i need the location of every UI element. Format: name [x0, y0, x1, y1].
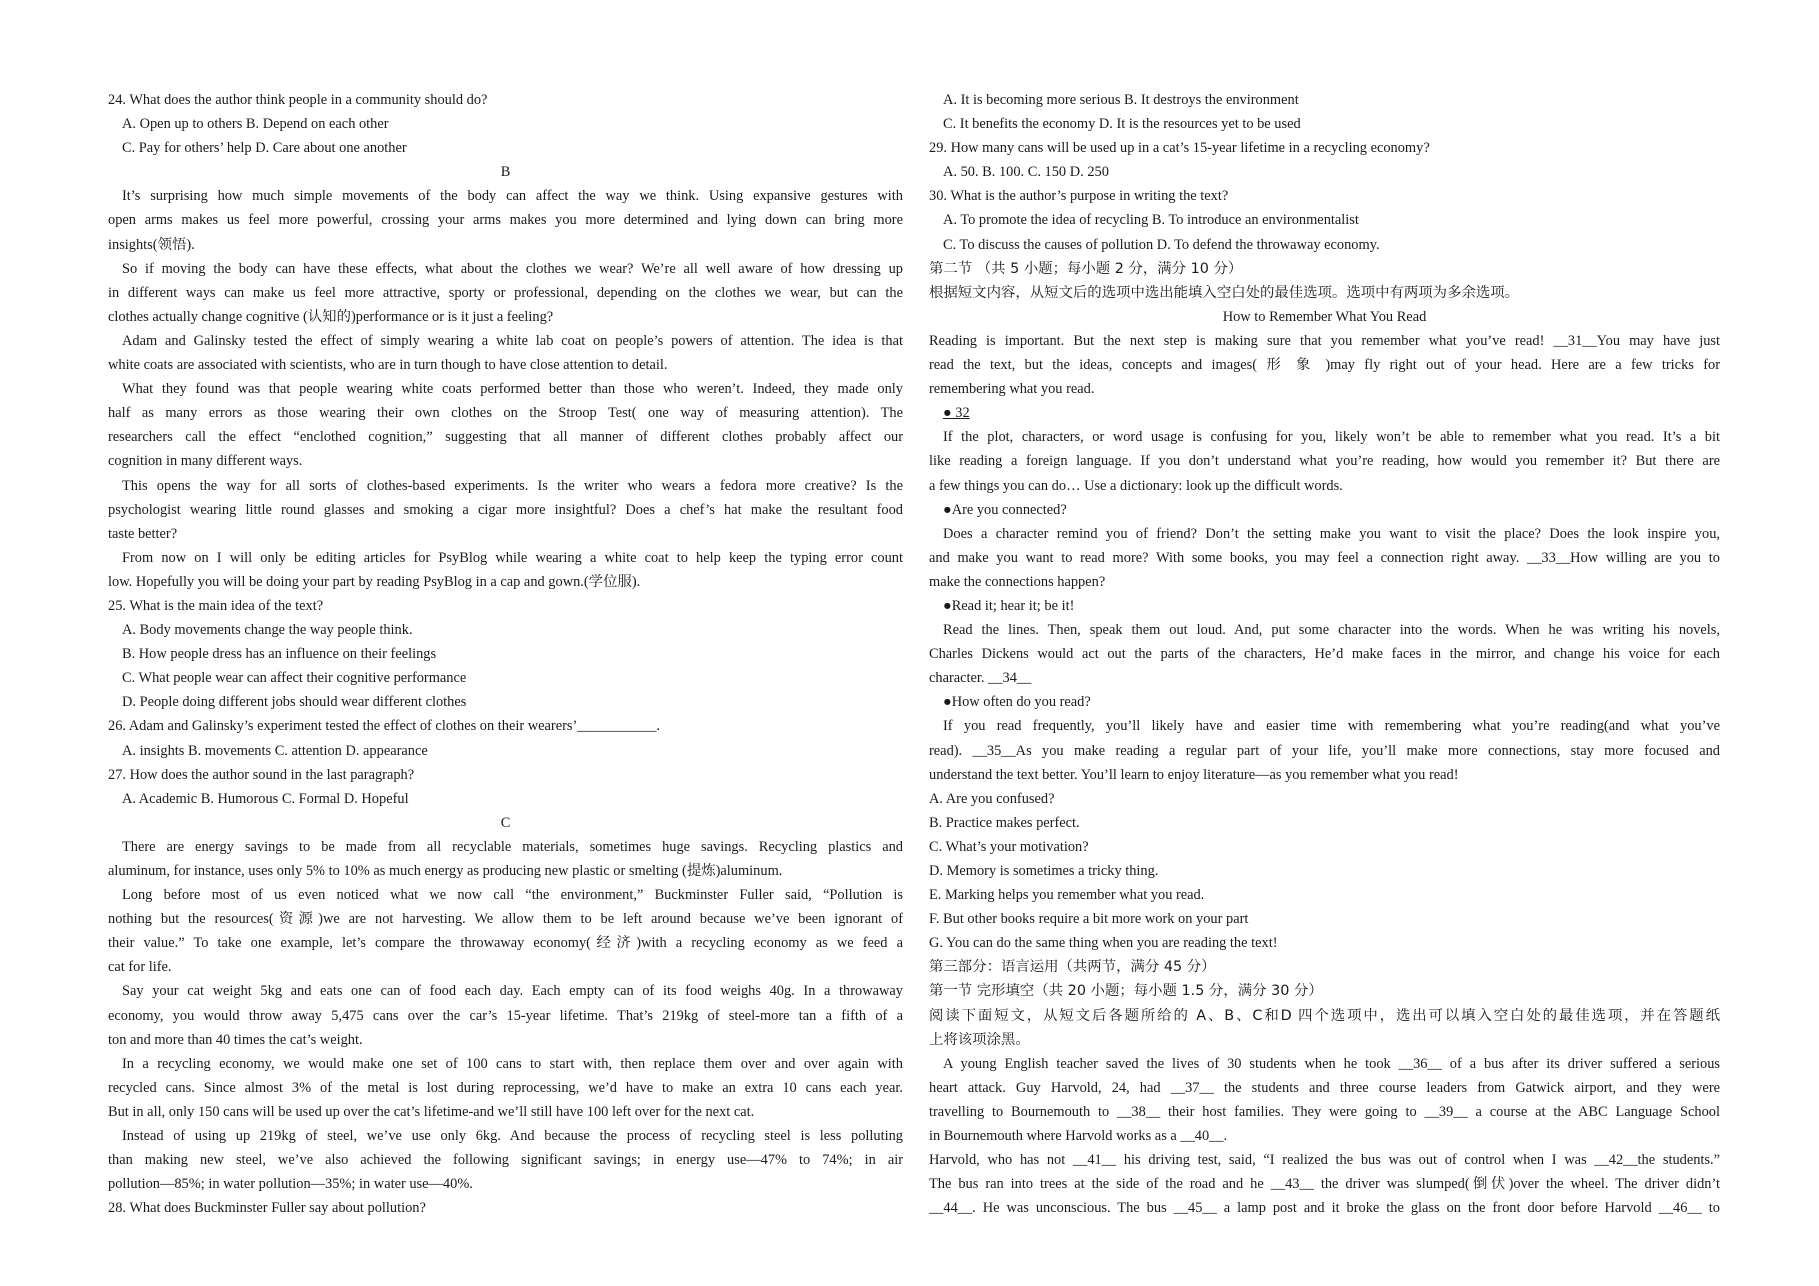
text-line: Charles Dickens would act out the parts of the characters, He’d make faces in the mirror, and change his voice for each — [929, 646, 1720, 663]
text-line: 上将该项涂黑。 — [929, 1031, 1030, 1048]
text-line: read the text, but the ideas, concepts and images( 形 象 )may fly right out of your head. Here are a few tricks for — [929, 357, 1720, 374]
text-line: 第二节 （共 5 小题；每小题 2 分，满分 10 分） — [929, 260, 1243, 277]
text-line: A. To promote the idea of recycling B. To introduce an environmentalist — [943, 212, 1359, 229]
text-line: From now on I will only be editing articles for PsyBlog while wearing a white coat to help keep the typing error count — [122, 549, 903, 566]
text-line: The bus ran into trees at the side of the road and he __43__ the driver was slumped(倒伏)over the wheel. The driver didn’t — [929, 1176, 1720, 1193]
text-line: Long before most of us even noticed what we now call “the environment,” Buckminster Fuller said, “Pollution is — [122, 887, 903, 904]
text-line: understand the text better. You’ll learn to enjoy literature—as you remember what you read! — [929, 766, 1459, 783]
text-line: cognition in many different ways. — [108, 453, 303, 470]
text-line: heart attack. Guy Harvold, 24, had __37__ the students and three course leaders from Gatwick airport, and they were — [929, 1079, 1720, 1096]
text-line: 第三部分：语言运用（共两节，满分 45 分） — [929, 959, 1216, 976]
text-line: Reading is important. But the next step is making sure that you remember what you’ve read! __31__You may have just — [929, 332, 1720, 349]
text-line: a few things you can do… Use a dictionary: look up the difficult words. — [929, 477, 1343, 494]
text-line: D. People doing different jobs should wear different clothes — [122, 694, 467, 711]
text-line: 第一节 完形填空（共 20 小题；每小题 1.5 分，满分 30 分） — [929, 983, 1323, 1000]
text-line: ●Read it; hear it; be it! — [943, 597, 1075, 614]
text-line: __44__. He was unconscious. The bus __45__ a lamp post and it broke the glass on the front door before Harvold __46__ to — [929, 1200, 1720, 1217]
text-line: nothing but the resources(资源)we are not harvesting. We allow them to be left around because we’ve been ignorant of — [108, 911, 903, 928]
text-line: So if moving the body can have these effects, what about the clothes we wear? We’re all well aware of how dressing up — [122, 260, 903, 277]
text-line: It’s surprising how much simple movements of the body can affect the way we think. Using expansive gestures with — [122, 188, 903, 205]
text-line: 根据短文内容，从短文后的选项中选出能填入空白处的最佳选项。选项中有两项为多余选项。 — [929, 284, 1520, 301]
text-line: economy, you would throw away 5,475 cans over the car’s 15-year lifetime. That’s 219kg of steel-more tan a fifth of a — [108, 1007, 903, 1024]
text-line: low. Hopefully you will be doing your part by reading PsyBlog in a cap and gown.(学位服). — [108, 573, 641, 590]
text-line: insights(领悟). — [108, 236, 195, 253]
text-line: If the plot, characters, or word usage is confusing for you, likely won’t be able to remember what you read. It’s a bit — [943, 429, 1720, 446]
text-line: travelling to Bournemouth to __38__ their host families. They were going to __39__ a course at the ABC Language School — [929, 1103, 1720, 1120]
text-line: and make you want to read more? With some books, you may feel a connection right away. __33__How willing are you to — [929, 549, 1720, 566]
right-column — [929, 88, 1720, 1220]
text-line: Does a character remind you of friend? Don’t the setting make you want to visit the place? Does the look inspire you, — [943, 525, 1720, 542]
text-line: How to Remember What You Read — [1222, 308, 1427, 325]
text-line: character. __34__ — [929, 670, 1032, 687]
text-line: What they found was that people wearing white coats performed better than those who weren’t. Indeed, they made only — [122, 381, 903, 398]
text-line: researchers call the effect “enclothed cognition,” suggesting that all manner of different clothes probably affect our — [108, 429, 903, 446]
text-line: But in all, only 150 cans will be used up over the cat’s lifetime-and we’ll still have 100 left over for the next cat. — [108, 1103, 755, 1120]
text-line: B — [500, 164, 511, 181]
text-line: This opens the way for all sorts of clothes-based experiments. Is the writer who wears a fedora more creative? Is the — [122, 477, 903, 494]
text-line: E. Marking helps you remember what you read. — [929, 887, 1205, 904]
text-line: Instead of using up 219kg of steel, we’ve use only 6kg. And because the process of recycling steel is less polluting — [122, 1128, 903, 1145]
text-line: A young English teacher saved the lives of 30 students when he took __36__ of a bus after its driver suffered a serious — [943, 1055, 1720, 1072]
text-line: 27. How does the author sound in the last paragraph? — [108, 766, 415, 783]
text-line: Say your cat weight 5kg and eats one can of food each day. Each empty can of its food weighs 40g. In a throwaway — [122, 983, 903, 1000]
text-line: white coats are associated with scientists, who are in turn though to have close attention to detail. — [108, 357, 668, 374]
text-line: pollution—85%; in water pollution—35%; in water use—40%. — [108, 1176, 473, 1193]
left-column — [108, 88, 903, 1220]
text-line: 25. What is the main idea of the text? — [108, 597, 324, 614]
text-line: C. What people wear can affect their cognitive performance — [122, 670, 467, 687]
text-line: cat for life. — [108, 959, 172, 976]
text-line: recycled cans. Since almost 3% of the metal is lost during reprocessing, we’d have to make an extra 10 cans each year. — [108, 1079, 903, 1096]
text-line: Adam and Galinsky tested the effect of simply wearing a white lab coat on people’s powers of attention. The idea is that — [122, 332, 903, 349]
text-line: ●How often do you read? — [943, 694, 1091, 711]
text-line: If you read frequently, you’ll likely have and easier time with remembering what you’re reading(and what you’ve — [943, 718, 1720, 735]
text-line: taste better? — [108, 525, 178, 542]
text-line: 26. Adam and Galinsky’s experiment tested the effect of clothes on their wearers’___________. — [108, 718, 661, 735]
text-line: ●Are you connected? — [943, 501, 1067, 518]
text-line: in different ways can make us feel more attractive, sporty or professional, depending on the clothes we wear, but can the — [108, 284, 903, 301]
text-line: In a recycling economy, we would make one set of 100 cans to start with, then replace them over and over again with — [122, 1055, 903, 1072]
text-line: There are energy savings to be made from all recyclable materials, sometimes huge savings. Recycling plastics and — [122, 838, 903, 855]
text-line: F. But other books require a bit more work on your part — [929, 911, 1249, 928]
text-line: A. insights B. movements C. attention D. appearance — [122, 742, 428, 759]
text-line: C. It benefits the economy D. It is the resources yet to be used — [943, 116, 1301, 133]
text-line: open arms makes us feel more powerful, crossing your arms makes you more determined and lying down can bring more — [108, 212, 903, 229]
text-line: 24. What does the author think people in a community should do? — [108, 92, 488, 108]
text-line: ton and more than 40 times the cat’s weight. — [108, 1031, 363, 1048]
text-line: like reading a foreign language. If you don’t understand what you’re reading, how would you remember it? But there are — [929, 453, 1720, 470]
text-line: D. Memory is sometimes a tricky thing. — [929, 863, 1159, 879]
text-line: read). __35__As you make reading a regular part of your life, you’ll make more connections, stay more focused and — [929, 742, 1720, 759]
text-line: aluminum, for instance, uses only 5% to 10% as much energy as producing new plastic or smelting (提炼)aluminum. — [108, 863, 783, 879]
text-line: C — [500, 814, 511, 831]
text-line: 29. How many cans will be used up in a cat’s 15-year lifetime in a recycling economy? — [929, 140, 1430, 157]
text-line: than making new steel, we’ve also achieved the following significant savings; in energy use—47% to 74%; in air — [108, 1152, 903, 1169]
text-line: A. Open up to others B. Depend on each other — [122, 116, 389, 133]
text-line: 30. What is the author’s purpose in writing the text? — [929, 188, 1229, 205]
text-line: A. Are you confused? — [929, 790, 1055, 807]
text-line: remembering what you read. — [929, 381, 1095, 398]
text-line: G. You can do the same thing when you are reading the text! — [929, 935, 1278, 952]
text-line: their value.” To take one example, let’s compare the throwaway economy(经济)with a recycling economy as we feed a — [108, 935, 903, 952]
text-line: C. What’s your motivation? — [929, 838, 1089, 855]
text-line: 28. What does Buckminster Fuller say about pollution? — [108, 1200, 426, 1217]
text-line: A. It is becoming more serious B. It destroys the environment — [943, 92, 1299, 108]
text-line: half as many errors as those wearing their own clothes on the Stroop Test( one way of measuring attention). The — [108, 405, 903, 422]
text-line: B. How people dress has an influence on their feelings — [122, 646, 437, 663]
text-line: Harvold, who has not __41__ his driving test, said, “I realized the bus was out of control when I was __42__the students.” — [929, 1152, 1720, 1169]
text-line: psychologist wearing little round glasses and smoking a cigar more insightful? Does a chef’s hat make the resultant food — [108, 501, 903, 518]
text-line: B. Practice makes perfect. — [929, 814, 1080, 831]
text-line: C. To discuss the causes of pollution D. To defend the throwaway economy. — [943, 236, 1380, 253]
text-line: in Bournemouth where Harvold works as a __40__. — [929, 1128, 1228, 1145]
text-line: A. Academic B. Humorous C. Formal D. Hopeful — [122, 790, 409, 807]
text-line: A. Body movements change the way people think. — [122, 622, 413, 639]
text-line: ● 32 — [943, 405, 970, 422]
text-line: A. 50. B. 100. C. 150 D. 250 — [943, 164, 1109, 181]
text-line: Read the lines. Then, speak them out loud. And, put some character into the words. When he was writing his novels, — [943, 622, 1720, 639]
text-line: 阅读下面短文，从短文后各题所给的 A、B、C和D 四个选项中，选出可以填入空白处的最佳选项，并在答题纸 — [929, 1007, 1720, 1024]
text-line: clothes actually change cognitive (认知的)performance or is it just a feeling? — [108, 308, 554, 325]
text-line: make the connections happen? — [929, 573, 1106, 590]
text-line: C. Pay for others’ help D. Care about one another — [122, 140, 407, 157]
